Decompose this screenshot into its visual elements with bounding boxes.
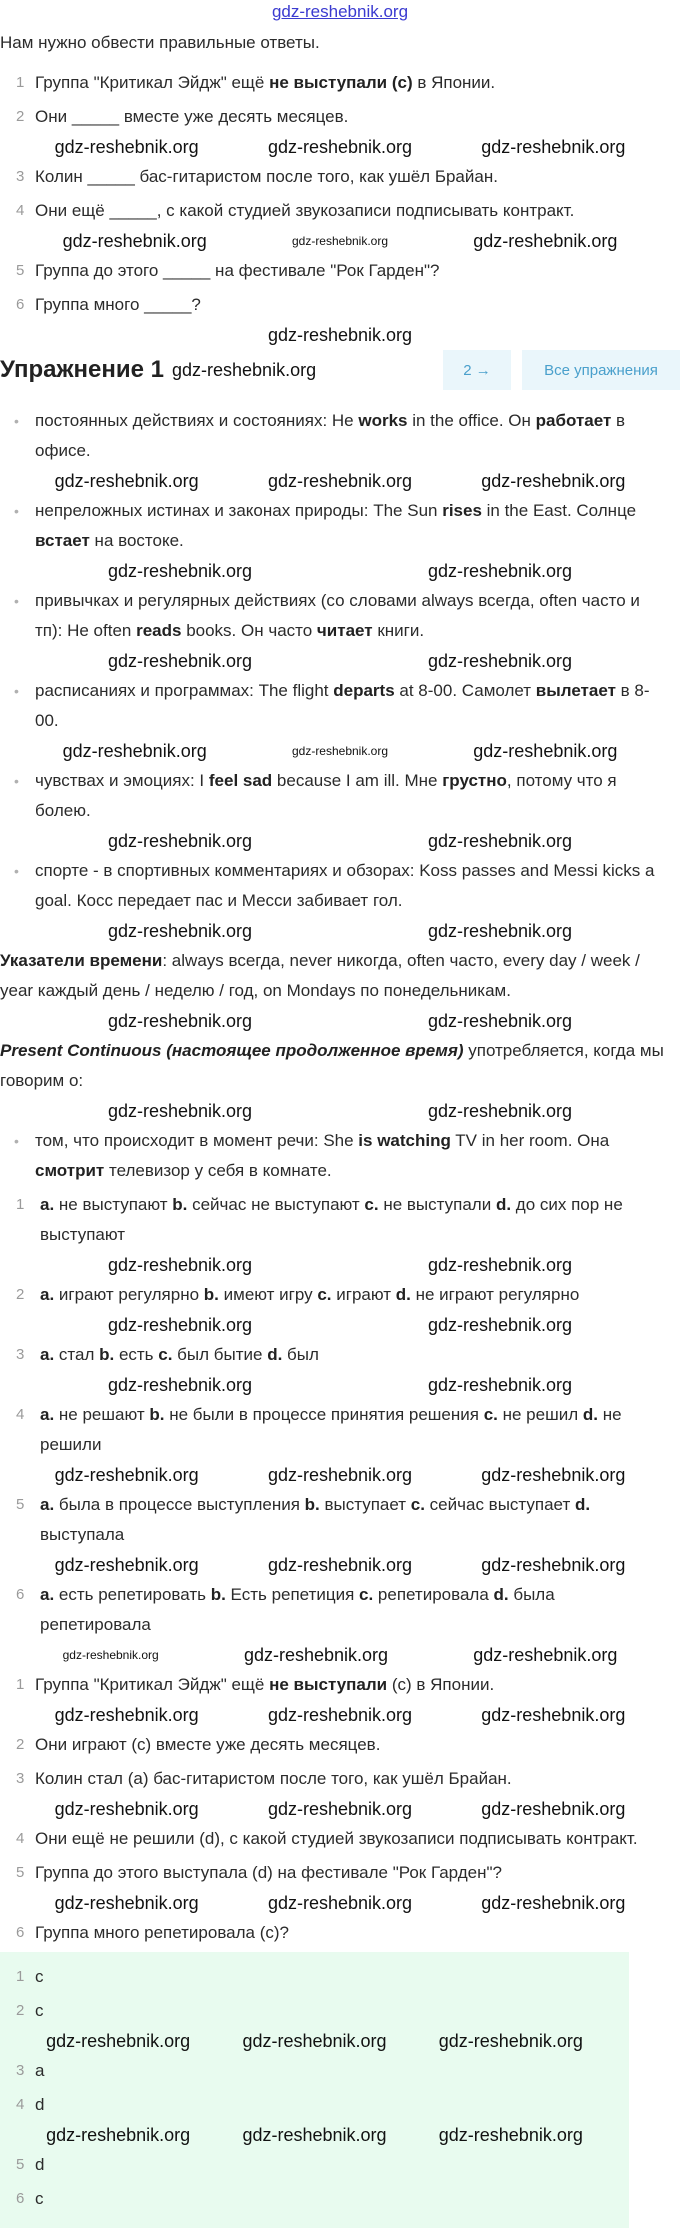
watermark: gdz-reshebnik.org xyxy=(438,2031,583,2051)
bold-text: a. xyxy=(40,1405,55,1424)
item-text xyxy=(40,1345,319,1364)
answer-value: c xyxy=(35,2001,44,2020)
list-item xyxy=(0,256,680,286)
bold-text: c. xyxy=(364,1195,379,1214)
watermark: gdz-reshebnik.org xyxy=(54,1465,199,1485)
text: привычках и регулярных действиях (со словами always всегда, often часто и тп): He often xyxy=(35,591,640,640)
watermark-row xyxy=(0,920,680,942)
watermark-row xyxy=(0,1464,680,1486)
text: Группа много _____? xyxy=(35,295,201,314)
item-number: 1 xyxy=(16,1676,25,1693)
exercise-header xyxy=(0,348,680,392)
watermark-row xyxy=(0,1374,680,1396)
item-text xyxy=(35,1923,289,1942)
watermark: gdz-reshebnik.org xyxy=(427,1315,573,1335)
watermark: gdz-reshebnik.org xyxy=(267,137,413,157)
item-text xyxy=(35,167,498,186)
watermark: gdz-reshebnik.org xyxy=(427,651,573,671)
bold-text: c. xyxy=(410,1495,425,1514)
watermark: gdz-reshebnik.org xyxy=(107,1375,253,1395)
bold-text: b. xyxy=(99,1345,115,1364)
exercise-title: Упражнение 1 xyxy=(0,356,164,383)
item-number: 5 xyxy=(16,1496,25,1513)
text: Есть репетиция xyxy=(225,1585,360,1604)
bold-text: d. xyxy=(495,1195,512,1214)
bold-text: c. xyxy=(158,1345,173,1364)
text: Группа "Критикал Эйдж" ещё xyxy=(35,1675,270,1694)
watermark-row xyxy=(0,230,680,252)
text: не выступают xyxy=(54,1195,173,1214)
item-number: 5 xyxy=(16,1864,25,1881)
bold-text: feel sad xyxy=(208,771,273,790)
text: Колин стал (a) бас-гитаристом после того, как ушёл Брайан. xyxy=(35,1769,512,1788)
bold-text: c. xyxy=(483,1405,498,1424)
answer-value: c xyxy=(35,2189,44,2208)
bold-text: не выступали xyxy=(269,1675,388,1694)
text: Колин _____ бас-гитаристом после того, как ушёл Брайан. xyxy=(35,167,498,186)
text: (c) в Японии. xyxy=(387,1675,495,1694)
text: Они играют (c) вместе уже десять месяцев. xyxy=(35,1735,381,1754)
watermark-row xyxy=(0,830,680,852)
time-markers xyxy=(0,946,680,1006)
bold-text: смотрит xyxy=(35,1161,105,1180)
watermark-row xyxy=(0,1892,680,1914)
rule-text xyxy=(35,861,654,910)
text: был xyxy=(282,1345,319,1364)
item-number: 1 xyxy=(16,74,25,91)
bullet-icon: • xyxy=(14,683,19,699)
bold-text: Указатели времени xyxy=(0,951,163,970)
watermark: gdz-reshebnik.org xyxy=(427,561,573,581)
bold-text: вылетает xyxy=(535,681,616,700)
list-item xyxy=(0,1280,680,1310)
rule-item xyxy=(0,586,680,646)
answer-number: 3 xyxy=(16,2062,25,2079)
answer-number: 6 xyxy=(16,2190,25,2207)
item-number: 4 xyxy=(16,1406,25,1423)
item-text xyxy=(40,1585,555,1634)
item-text xyxy=(35,1675,494,1694)
watermark-row xyxy=(0,650,680,672)
list-item xyxy=(0,290,680,320)
answer-item xyxy=(0,2150,629,2180)
text: Они ещё не решили (d), с какой студией звукозаписи подписывать контракт. xyxy=(35,1829,638,1848)
watermark: gdz-reshebnik.org xyxy=(427,1375,573,1395)
item-number: 2 xyxy=(16,108,25,125)
bullet-icon: • xyxy=(14,773,19,789)
rule-text xyxy=(35,681,650,730)
item-text xyxy=(35,73,495,92)
item-number: 3 xyxy=(16,1346,25,1363)
next-exercise-button[interactable]: 2 → xyxy=(443,350,511,390)
watermark: gdz-reshebnik.org xyxy=(267,1465,413,1485)
watermark: gdz-reshebnik.org xyxy=(46,2031,191,2051)
text: не решил xyxy=(497,1405,583,1424)
watermark-row xyxy=(0,324,680,346)
answer-item xyxy=(0,2056,629,2086)
watermark: gdz-reshebnik.org xyxy=(481,471,626,491)
answer-number: 4 xyxy=(16,2096,25,2113)
item-number: 1 xyxy=(16,1196,25,1213)
watermark: gdz-reshebnik.org xyxy=(481,1465,626,1485)
text: at 8-00. Самолет xyxy=(394,681,536,700)
bold-text: c. xyxy=(317,1285,332,1304)
answer-number: 1 xyxy=(16,1968,25,1985)
bold-text: b. xyxy=(203,1285,219,1304)
bold-text: d. xyxy=(574,1495,591,1514)
text: Группа до этого _____ на фестивале "Рок Гарден"? xyxy=(35,261,440,280)
rule-item xyxy=(0,496,680,556)
answer-item xyxy=(0,1996,629,2026)
item-text xyxy=(35,1863,502,1882)
watermark-row xyxy=(0,470,680,492)
bold-text: d. xyxy=(582,1405,598,1424)
answer-value: d xyxy=(35,2095,45,2114)
watermark-row xyxy=(0,1644,680,1666)
watermark: gdz-reshebnik.org xyxy=(473,741,618,761)
watermark: gdz-reshebnik.org xyxy=(473,231,618,251)
answer-value: c xyxy=(35,1967,44,1986)
text: до сих пор не выступают xyxy=(40,1195,623,1244)
list-item xyxy=(0,1764,680,1794)
watermark-row xyxy=(0,1100,680,1122)
rule-text xyxy=(35,411,625,460)
watermark: gdz-reshebnik.org xyxy=(427,1255,573,1275)
text: Группа "Критикал Эйдж" ещё xyxy=(35,73,270,92)
rule-item xyxy=(0,766,680,826)
watermark: gdz-reshebnik.org xyxy=(427,921,573,941)
bold-text: a. xyxy=(40,1495,55,1514)
watermark: gdz-reshebnik.org xyxy=(242,2031,387,2051)
text: в Японии. xyxy=(412,73,496,92)
watermark-row xyxy=(0,740,680,762)
watermark-row xyxy=(0,1798,680,1820)
watermark: gdz-reshebnik.org xyxy=(267,1555,413,1575)
rule-text xyxy=(35,771,617,820)
bullet-icon: • xyxy=(14,413,19,429)
rule-item xyxy=(0,676,680,736)
bold-text: d. xyxy=(395,1285,411,1304)
bold-text: a. xyxy=(40,1285,55,1304)
text: была репетировала xyxy=(40,1585,555,1634)
watermark: gdz-reshebnik.org xyxy=(291,744,389,758)
watermark: gdz-reshebnik.org xyxy=(54,137,199,157)
watermark: gdz-reshebnik.org xyxy=(54,471,199,491)
watermark: gdz-reshebnik.org xyxy=(107,1315,253,1335)
watermark-row xyxy=(0,136,680,158)
list-item xyxy=(0,1918,680,1948)
watermark: gdz-reshebnik.org xyxy=(267,1799,413,1819)
text: сейчас выступает xyxy=(424,1495,575,1514)
present-continuous-intro xyxy=(0,1036,680,1096)
item-text xyxy=(35,1829,638,1848)
watermark: gdz-reshebnik.org xyxy=(62,1648,159,1662)
answer-item xyxy=(0,2184,629,2214)
text: because I am ill. Мне xyxy=(272,771,443,790)
bold-text: читает xyxy=(316,621,373,640)
list-item xyxy=(0,1730,680,1760)
all-exercises-button[interactable]: Все упражнения xyxy=(522,350,680,390)
watermark: gdz-reshebnik.org xyxy=(481,1705,626,1725)
watermark-row xyxy=(0,1314,680,1336)
list-item xyxy=(0,1400,680,1460)
text: : always всегда, never никогда, often часто, every day / week / year каждый день / неделю / год, on Mondays по понедельникам. xyxy=(0,951,640,1000)
bold-text: b. xyxy=(172,1195,188,1214)
watermark-row xyxy=(0,1254,680,1276)
bold-text: reads xyxy=(136,621,182,640)
text: имеют игру xyxy=(218,1285,318,1304)
watermark: gdz-reshebnik.org xyxy=(54,1893,199,1913)
text: репетировала xyxy=(373,1585,494,1604)
answer-value: d xyxy=(35,2155,45,2174)
watermark: gdz-reshebnik.org xyxy=(107,1011,253,1031)
watermark: gdz-reshebnik.org xyxy=(427,1011,573,1031)
list-item xyxy=(0,162,680,192)
watermark: gdz-reshebnik.org xyxy=(107,651,253,671)
item-text xyxy=(35,201,574,220)
bold-text: грустно xyxy=(442,771,507,790)
bold-text: c. xyxy=(359,1585,374,1604)
watermark-row xyxy=(0,2030,629,2052)
list-item xyxy=(0,68,680,98)
text: непреложных истинах и законах природы: The Sun xyxy=(35,501,443,520)
answer-number: 2 xyxy=(16,2002,25,2019)
watermark-row xyxy=(0,2124,629,2146)
watermark: gdz-reshebnik.org xyxy=(107,561,253,581)
item-text xyxy=(40,1195,623,1244)
item-number: 6 xyxy=(16,1586,25,1603)
watermark: gdz-reshebnik.org xyxy=(427,831,573,851)
list-item xyxy=(0,1670,680,1700)
bold-text: Present Continuous (настоящее продолженное время) xyxy=(0,1041,464,1060)
text: Они ещё _____, с какой студией звукозаписи подписывать контракт. xyxy=(35,201,575,220)
watermark: gdz-reshebnik.org xyxy=(267,1705,413,1725)
text: выступала xyxy=(40,1525,125,1544)
text: books. Он часто xyxy=(181,621,317,640)
text: не играют регулярно xyxy=(410,1285,580,1304)
text: на востоке. xyxy=(89,531,184,550)
item-text xyxy=(35,1735,380,1754)
text: постоянных действиях и состояниях: He xyxy=(35,411,359,430)
item-text xyxy=(40,1285,579,1304)
watermark: gdz-reshebnik.org xyxy=(267,1893,413,1913)
item-text xyxy=(35,261,440,280)
bold-text: rises xyxy=(442,501,482,520)
watermark: gdz-reshebnik.org xyxy=(267,471,413,491)
list-item xyxy=(0,1824,680,1854)
text: не были в процессе принятия решения xyxy=(164,1405,484,1424)
text: есть xyxy=(114,1345,159,1364)
watermark-row xyxy=(0,1010,680,1032)
watermark: gdz-reshebnik.org xyxy=(481,137,626,157)
text: , потому что я болею. xyxy=(35,771,617,820)
text: была в процессе выступления xyxy=(54,1495,305,1514)
item-number: 4 xyxy=(16,1830,25,1847)
bold-text: d. xyxy=(493,1585,509,1604)
answer-value: a xyxy=(35,2061,45,2080)
watermark: gdz-reshebnik.org xyxy=(107,831,253,851)
watermark: gdz-reshebnik.org xyxy=(481,1799,626,1819)
watermark: gdz-reshebnik.org xyxy=(62,741,207,761)
bold-text: a. xyxy=(40,1585,55,1604)
text: в 8-00. xyxy=(35,681,650,730)
text: стал xyxy=(54,1345,100,1364)
text: в офисе. xyxy=(35,411,626,460)
watermark: gdz-reshebnik.org xyxy=(427,1101,573,1121)
item-number: 6 xyxy=(16,1924,25,1941)
watermark: gdz-reshebnik.org xyxy=(54,1799,199,1819)
watermark: gdz-reshebnik.org xyxy=(267,325,413,345)
watermark: gdz-reshebnik.org xyxy=(481,1893,626,1913)
text: употребляется, когда мы говорим о: xyxy=(0,1041,664,1090)
bullet-icon: • xyxy=(14,863,19,879)
text: спорте - в спортивных комментариях и обзорах: Koss passes and Messi kicks a goal. Косс передает пас и Месси забивает гол. xyxy=(35,861,655,910)
text: не решают xyxy=(54,1405,150,1424)
bold-text: b. xyxy=(210,1585,226,1604)
text: есть репетировать xyxy=(54,1585,211,1604)
watermark: gdz-reshebnik.org xyxy=(107,1255,253,1275)
watermark: gdz-reshebnik.org xyxy=(54,1705,199,1725)
bold-text: встает xyxy=(35,531,90,550)
watermark: gdz-reshebnik.org xyxy=(107,921,253,941)
watermark: gdz-reshebnik.org xyxy=(54,1555,199,1575)
watermark: gdz-reshebnik.org xyxy=(481,1555,626,1575)
text: TV in her room. Она xyxy=(450,1131,610,1150)
watermark: gdz-reshebnik.org xyxy=(62,231,207,251)
bold-text: d. xyxy=(267,1345,283,1364)
bold-text: departs xyxy=(333,681,395,700)
text: играют xyxy=(331,1285,396,1304)
item-text xyxy=(35,1769,512,1788)
text: книги. xyxy=(372,621,425,640)
bold-text: b. xyxy=(149,1405,165,1424)
list-item xyxy=(0,1580,680,1640)
bold-text: b. xyxy=(304,1495,320,1514)
watermark: gdz-reshebnik.org xyxy=(172,360,317,380)
watermark-row xyxy=(0,1554,680,1576)
text: in the East. Солнце xyxy=(481,501,637,520)
bold-text: a. xyxy=(40,1195,55,1214)
text: не выступали xyxy=(378,1195,496,1214)
text: Они _____ вместе уже десять месяцев. xyxy=(35,107,349,126)
bold-text: работает xyxy=(535,411,612,430)
rule-text xyxy=(35,591,640,640)
list-item xyxy=(0,1190,680,1250)
watermark: gdz-reshebnik.org xyxy=(46,2125,191,2145)
watermark: gdz-reshebnik.org xyxy=(107,1101,253,1121)
text: не решили xyxy=(40,1405,622,1454)
text: сейчас не выступают xyxy=(187,1195,365,1214)
item-text xyxy=(40,1495,590,1544)
text: был бытие xyxy=(172,1345,268,1364)
rule-item xyxy=(0,1126,680,1186)
text: телевизор у себя в комнате. xyxy=(104,1161,332,1180)
list-item xyxy=(0,196,680,226)
rule-item xyxy=(0,856,680,916)
watermark: gdz-reshebnik.org xyxy=(291,234,389,248)
item-number: 2 xyxy=(16,1286,25,1303)
watermark: gdz-reshebnik.org xyxy=(473,1645,618,1665)
item-number: 2 xyxy=(16,1736,25,1753)
answer-item xyxy=(0,1962,629,1992)
bullet-icon: • xyxy=(14,593,19,609)
list-item xyxy=(0,1858,680,1888)
text: выступает xyxy=(319,1495,411,1514)
bold-text: is watching xyxy=(358,1131,451,1150)
bold-text: a. xyxy=(40,1345,55,1364)
answer-number: 5 xyxy=(16,2156,25,2173)
bold-text: не выступали (c) xyxy=(269,73,413,92)
rule-text xyxy=(35,1131,609,1180)
item-text xyxy=(35,295,201,314)
item-number: 3 xyxy=(16,1770,25,1787)
item-number: 5 xyxy=(16,262,25,279)
rule-item xyxy=(0,406,680,466)
bullet-icon: • xyxy=(14,503,19,519)
watermark: gdz-reshebnik.org xyxy=(242,2125,387,2145)
item-number: 6 xyxy=(16,296,25,313)
list-item xyxy=(0,102,680,132)
list-item xyxy=(0,1490,680,1550)
rule-text xyxy=(35,501,636,550)
watermark-row xyxy=(0,560,680,582)
text: Группа до этого выступала (d) на фестивале "Рок Гарден"? xyxy=(35,1863,502,1882)
watermark-row xyxy=(0,1704,680,1726)
watermark: gdz-reshebnik.org xyxy=(438,2125,583,2145)
bullet-icon: • xyxy=(14,1133,19,1149)
text: чувствах и эмоциях: I xyxy=(35,771,209,790)
text: in the office. Он xyxy=(407,411,536,430)
text: Группа много репетировала (c)? xyxy=(35,1923,290,1942)
text: играют регулярно xyxy=(54,1285,204,1304)
item-number: 4 xyxy=(16,202,25,219)
answers-box xyxy=(0,1952,629,2228)
text: том, что происходит в момент речи: She xyxy=(35,1131,359,1150)
item-number: 3 xyxy=(16,168,25,185)
site-watermark-link[interactable]: gdz-reshebnik.org xyxy=(271,2,409,21)
intro-text: Нам нужно обвести правильные ответы. xyxy=(0,33,320,52)
bold-text: works xyxy=(358,411,408,430)
watermark: gdz-reshebnik.org xyxy=(243,1645,389,1665)
item-text xyxy=(40,1405,622,1454)
item-text xyxy=(35,107,348,126)
text: расписаниях и программах: The flight xyxy=(35,681,334,700)
list-item xyxy=(0,1340,680,1370)
